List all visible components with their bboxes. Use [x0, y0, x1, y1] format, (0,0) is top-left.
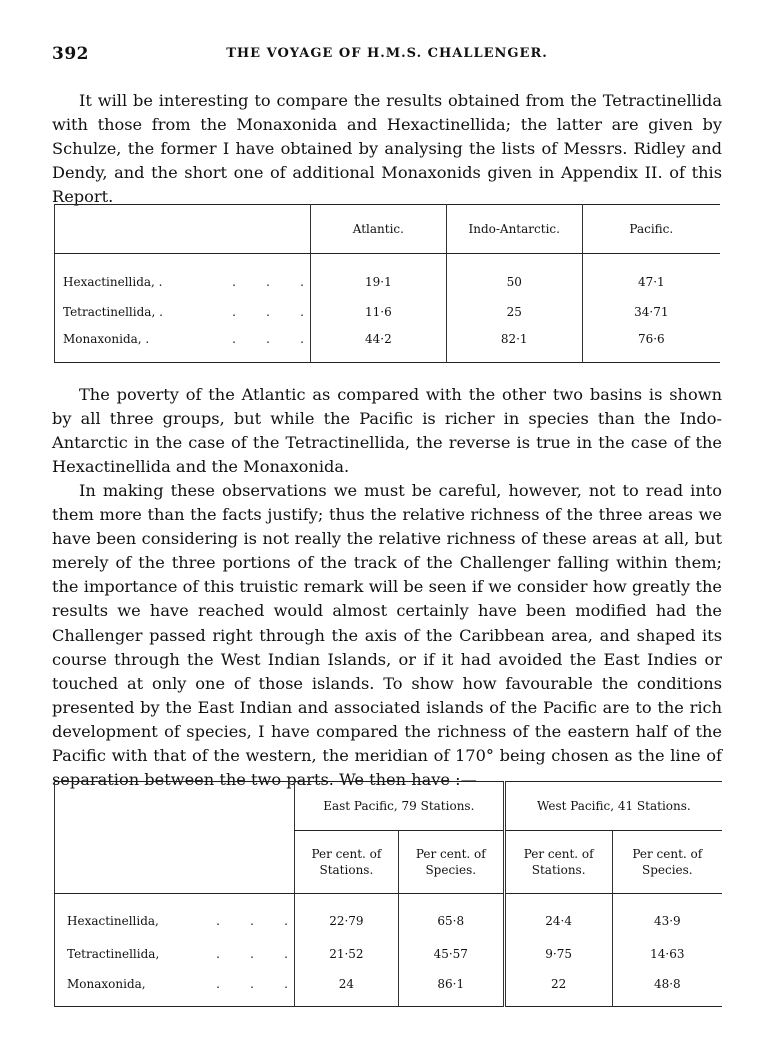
running-title: THE VOYAGE OF H.M.S. CHALLENGER. [226, 46, 548, 61]
comparison-table [54, 204, 720, 363]
column-header: Atlantic. [310, 205, 446, 254]
table-row [55, 324, 721, 363]
table-row [55, 968, 723, 1007]
column-header: Per cent. of Stations. [294, 831, 398, 894]
header-blank-cell [55, 205, 311, 254]
table-cell: 65·8 [398, 894, 504, 941]
paragraph-observations: In making these observations we must be careful, however, not to read into them more than the facts justify; thus the relative richness of the three areas we have been considering is not really the relative richness of these areas at all, but merely of the three portions of the track of the Challenger falling within them; the importance of this truistic remark will be seen if we consider how greatly the results we have reached would almost certainly have been modified had the Challenger passed right through the axis of the Caribbean area, and shaped its course through the West Indian Islands, or if it had avoided the East Indies or touched at only one of those islands. To show how favourable the conditions presented by the East Indian and associated islands of the Pacific are to the rich development of species, I have compared the richness of the eastern half of the Pacific with that of the western, the meridian of 170° being chosen as the line of separation between the two parts. We then have :— [52, 481, 722, 790]
leader-dots: . . . [216, 947, 288, 961]
table-row [55, 894, 723, 941]
leader-dots: . . . [216, 977, 288, 991]
leader-dots: . . . [216, 914, 288, 928]
group-header-east: East Pacific, 79 Stations. [294, 782, 504, 831]
table-cell: 50 [446, 254, 582, 301]
column-header: Pacific. [582, 205, 720, 254]
row-label: Monaxonida, . [63, 332, 150, 346]
table-cell: 14·63 [612, 940, 722, 968]
table-cell: 11·6 [310, 300, 446, 324]
table-cell: 22 [504, 968, 612, 1007]
row-label: Tetractinellida, [67, 947, 160, 961]
table-cell: 44·2 [310, 324, 446, 363]
table-header-row [55, 205, 721, 254]
column-header: Indo-Antarctic. [446, 205, 582, 254]
page-number: 392 [52, 44, 89, 64]
table-row [55, 940, 723, 968]
group-header-west: West Pacific, 41 Stations. [504, 782, 722, 831]
page-header [52, 44, 722, 66]
table-row [55, 300, 721, 324]
table-cell: 43·9 [612, 894, 722, 941]
table-cell: 45·57 [398, 940, 504, 968]
row-label: Monaxonida, [67, 977, 146, 991]
row-label: Hexactinellida, [67, 914, 159, 928]
table-cell: 86·1 [398, 968, 504, 1007]
pacific-comparison-table [54, 781, 722, 1007]
table-cell: 82·1 [446, 324, 582, 363]
group-header-row [55, 782, 723, 831]
row-label: Tetractinellida, . [63, 305, 163, 319]
row-label: Hexactinellida, . [63, 275, 163, 289]
table-cell: 25 [446, 300, 582, 324]
header-blank-cell [55, 782, 295, 894]
table-cell: 22·79 [294, 894, 398, 941]
table-cell: 9·75 [504, 940, 612, 968]
table-cell: 76·6 [582, 324, 720, 363]
leader-dots: . . . [232, 305, 304, 319]
table-cell: 21·52 [294, 940, 398, 968]
table-cell: 19·1 [310, 254, 446, 301]
column-header: Per cent. of Species. [398, 831, 504, 894]
table-cell: 48·8 [612, 968, 722, 1007]
paragraph-intro: It will be interesting to compare the results obtained from the Tetractinellida with those from the Monaxonida and Hexactinellida; the latter are given by Schulze, the former I have obtained by analysing the lists of Messrs. Ridley and Dendy, and the short one of additional Monaxonids given in Appendix II. of this Report. [52, 91, 722, 207]
paragraph-poverty: The poverty of the Atlantic as compared with the other two basins is shown by all three groups, but while the Pacific is richer in species than the Indo-Antarctic in the case of the Tetractinellida, the reverse is true in the case of the Hexactinellida and the Monaxonida. [52, 385, 722, 477]
leader-dots: . . . [232, 332, 304, 346]
column-header: Per cent. of Species. [612, 831, 722, 894]
leader-dots: . . . [232, 275, 304, 289]
table-row [55, 254, 721, 301]
column-header: Per cent. of Stations. [504, 831, 612, 894]
table-cell: 24·4 [504, 894, 612, 941]
table-cell: 34·71 [582, 300, 720, 324]
table-cell: 47·1 [582, 254, 720, 301]
table-cell: 24 [294, 968, 398, 1007]
